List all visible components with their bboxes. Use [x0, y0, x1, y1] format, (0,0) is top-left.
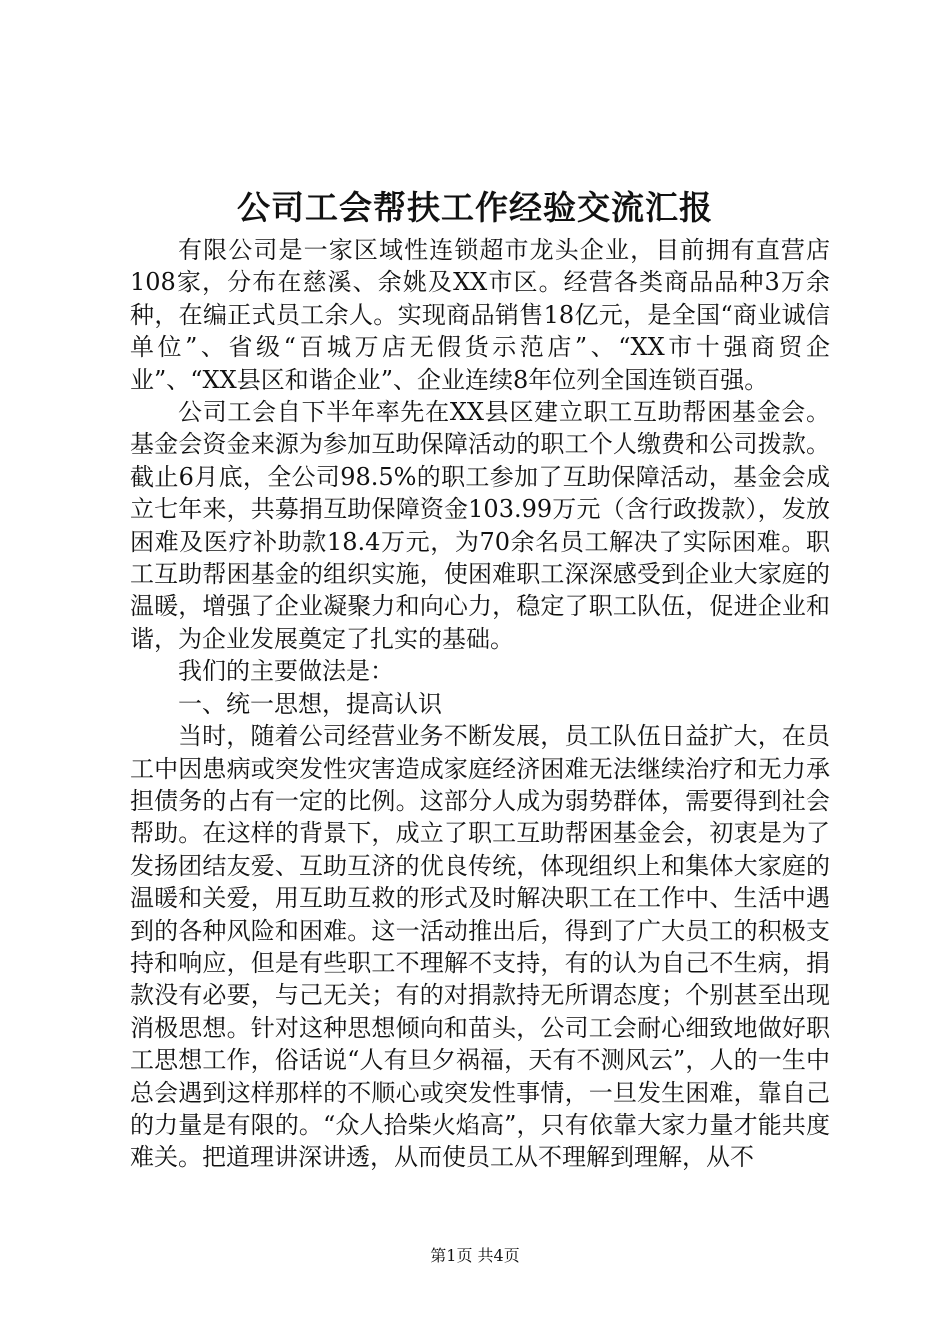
paragraph-company-intro: 有限公司是一家区域性连锁超市龙头企业，目前拥有直营店108家，分布在慈溪、余姚及XX市区。经营各类商品品种3万余种，在编正式员工余人。实现商品销售18亿元，是全国“商业诚信单位”、省级“百城万店无假货示范店”、“XX市十强商贸企业”、“XX县区和谐企业”、企业连续8年位列全国连锁百强。 [130, 236, 830, 394]
paragraph-main-methods: 我们的主要做法是： [178, 657, 394, 686]
document-title: 公司工会帮扶工作经验交流汇报 [237, 188, 713, 227]
paragraph-fund-overview: 公司工会自下半年率先在XX县区建立职工互助帮困基金会。基金会资金来源为参加互助保障活动的职工个人缴费和公司拨款。截止6月底，全公司98.5%的职工参加了互助保障活动，基金会成立七年来，共募捐互助保障资金103.99万元（含行政拨款），发放困难及医疗补助款18.4万元，为70余名员工解决了实际困难。职工互助帮困基金的组织实施，使困难职工深深感受到企业大家庭的温暖，增强了企业凝聚力和向心力，稳定了职工队伍，促进企业和谐，为企业发展奠定了扎实的基础。 [130, 398, 830, 653]
section-heading-1: 一、统一思想，提高认识 [178, 689, 442, 718]
paragraph-background: 当时，随着公司经营业务不断发展，员工队伍日益扩大，在员工中因患病或突发性灾害造成家庭经济困难无法继续治疗和无力承担债务的占有一定的比例。这部分人成为弱势群体，需要得到社会帮助。在这样的背景下，成立了职工互助帮困基金会，初衷是为了发扬团结友爱、互助互济的优良传统，体现组织上和集体大家庭的温暖和关爱，用互助互救的形式及时解决职工在工作中、生活中遇到的各种风险和困难。这一活动推出后，得到了广大员工的积极支持和响应，但是有些职工不理解不支持，有的认为自己不生病，捐款没有必要，与己无关；有的对捐款持无所谓态度；个别甚至出现消极思想。针对这种思想倾向和苗头，公司工会耐心细致地做好职工思想工作，俗话说“人有旦夕祸福，天有不测风云”，人的一生中总会遇到这样那样的不顺心或突发性事情，一旦发生困难，靠自己的力量是有限的。“众人拾柴火焰高”，只有依靠大家力量才能共度难关。把道理讲深讲透，从而使员工从不理解到理解，从不 [130, 722, 830, 1172]
page-footer: 第1页 共4页 [430, 1246, 520, 1265]
document-body [130, 234, 830, 1174]
